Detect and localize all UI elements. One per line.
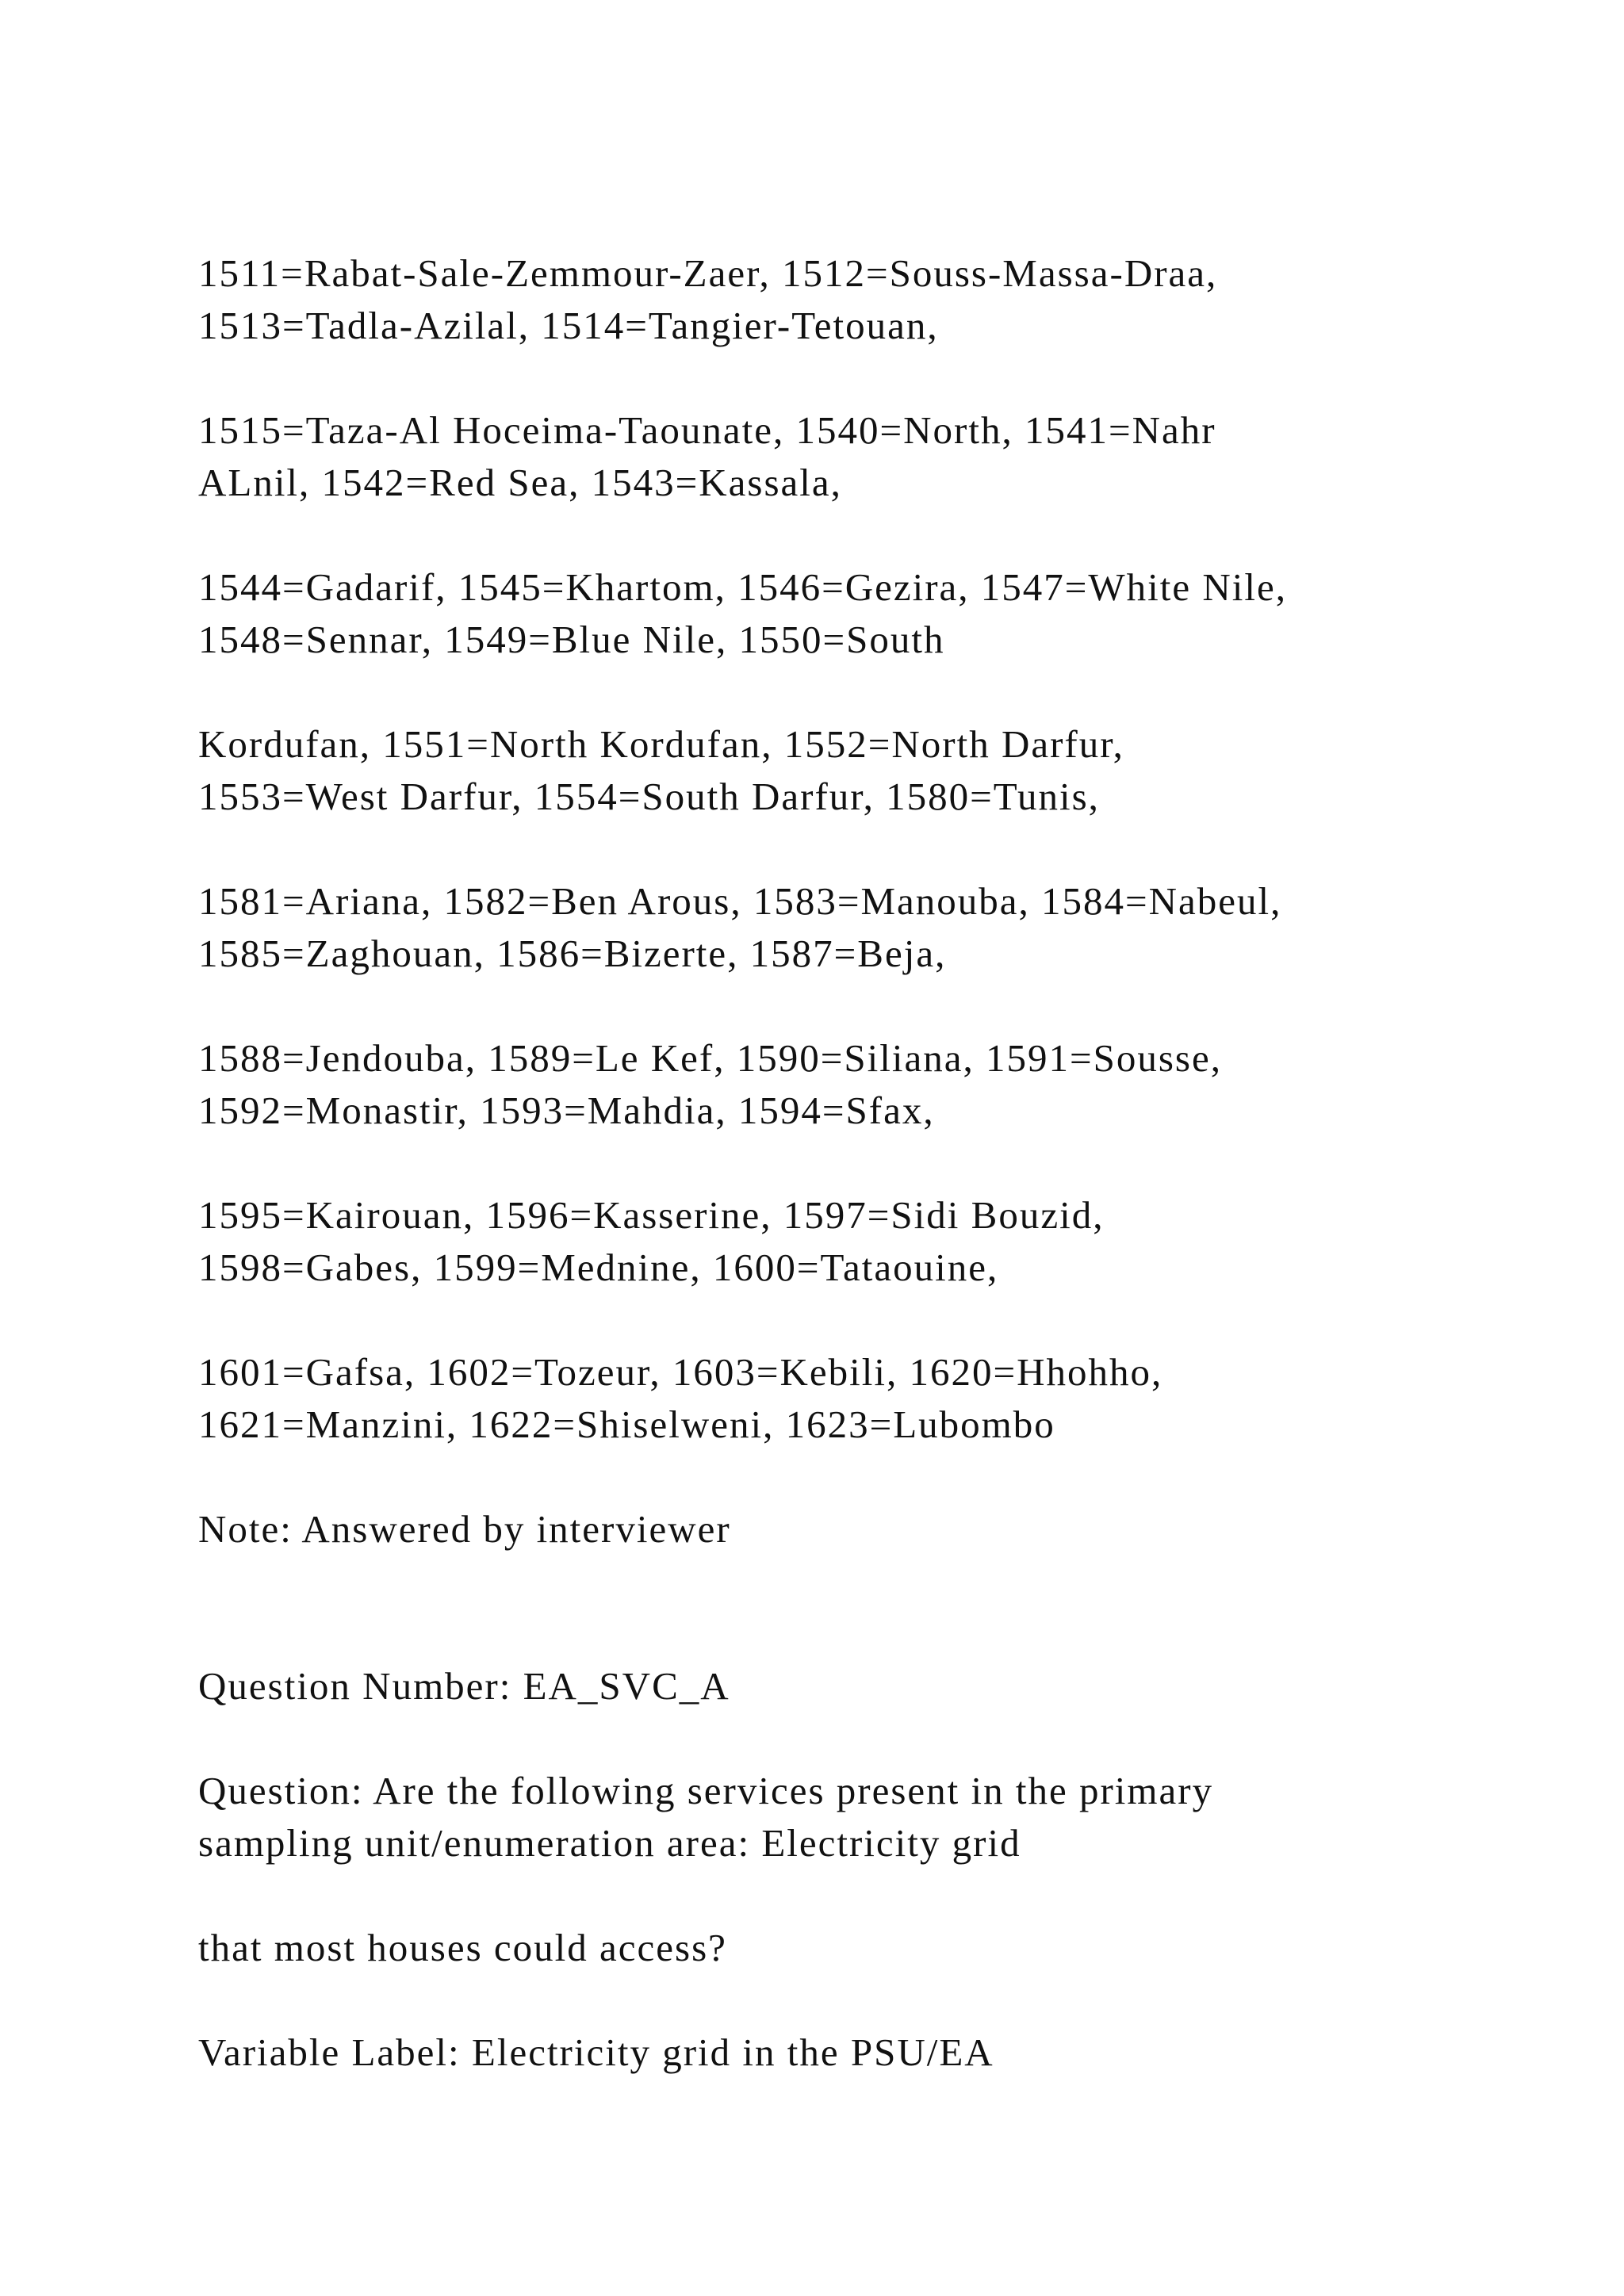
text-line: 1511=Rabat-Sale-Zemmour-Zaer, 1512=Souss-Massa-Draa, xyxy=(198,251,1218,295)
note-paragraph xyxy=(198,1503,1467,1556)
code-list-paragraph xyxy=(198,875,1467,980)
text-line: 1548=Sennar, 1549=Blue Nile, 1550=South xyxy=(198,618,945,661)
question-text: Question: Are the following services present in the primary xyxy=(198,1769,1214,1812)
text-line: Kordufan, 1551=North Kordufan, 1552=North Darfur, xyxy=(198,722,1124,766)
code-list-paragraph xyxy=(198,1189,1467,1294)
text-line: 1581=Ariana, 1582=Ben Arous, 1583=Manouba, 1584=Nabeul, xyxy=(198,879,1282,923)
text-line: 1592=Monastir, 1593=Mahdia, 1594=Sfax, xyxy=(198,1089,935,1132)
document-body xyxy=(198,247,1467,2131)
code-list-paragraph xyxy=(198,247,1467,352)
text-line: 1595=Kairouan, 1596=Kasserine, 1597=Sidi Bouzid, xyxy=(198,1193,1105,1237)
question-continuation-paragraph xyxy=(198,1922,1467,1974)
code-list-paragraph xyxy=(198,1346,1467,1451)
code-list-paragraph xyxy=(198,1032,1467,1137)
question-number-paragraph xyxy=(198,1660,1467,1712)
text-line: 1601=Gafsa, 1602=Tozeur, 1603=Kebili, 1620=Hhohho, xyxy=(198,1350,1163,1394)
question-paragraph xyxy=(198,1765,1467,1869)
text-line: 1513=Tadla-Azilal, 1514=Tangier-Tetouan, xyxy=(198,304,939,347)
text-line: 1585=Zaghouan, 1586=Bizerte, 1587=Beja, xyxy=(198,932,947,975)
question-text: sampling unit/enumeration area: Electricity grid xyxy=(198,1821,1021,1865)
note-text: Note: Answered by interviewer xyxy=(198,1507,731,1551)
question-number-text: Question Number: EA_SVC_A xyxy=(198,1664,730,1708)
text-line: 1588=Jendouba, 1589=Le Kef, 1590=Siliana, 1591=Sousse, xyxy=(198,1036,1222,1080)
text-line: 1544=Gadarif, 1545=Khartom, 1546=Gezira, 1547=White Nile, xyxy=(198,565,1287,609)
text-line: 1598=Gabes, 1599=Mednine, 1600=Tataouine, xyxy=(198,1246,999,1289)
code-list-paragraph xyxy=(198,718,1467,823)
code-list-paragraph xyxy=(198,561,1467,666)
text-line: 1621=Manzini, 1622=Shiselweni, 1623=Lubombo xyxy=(198,1402,1055,1446)
question-text: that most houses could access? xyxy=(198,1926,727,1969)
text-line: 1553=West Darfur, 1554=South Darfur, 1580=Tunis, xyxy=(198,775,1100,818)
variable-label-text: Variable Label: Electricity grid in the PSU/EA xyxy=(198,2030,994,2074)
text-line: 1515=Taza-Al Hoceima-Taounate, 1540=North, 1541=Nahr xyxy=(198,408,1216,452)
variable-label-paragraph xyxy=(198,2026,1467,2079)
code-list-paragraph xyxy=(198,404,1467,509)
text-line: ALnil, 1542=Red Sea, 1543=Kassala, xyxy=(198,461,842,504)
